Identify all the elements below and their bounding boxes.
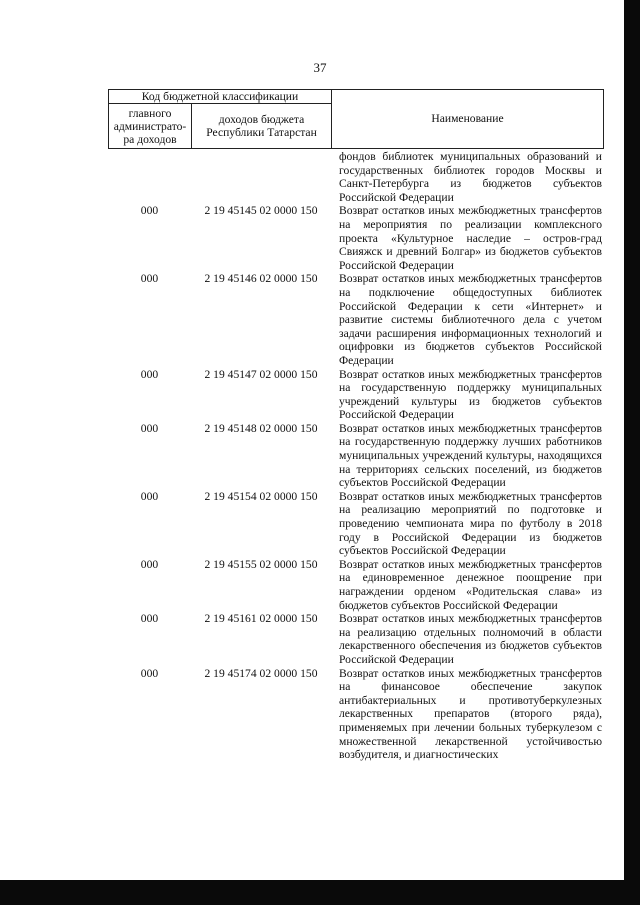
row-income-code: 2 19 45147 02 0000 150 — [204, 367, 318, 381]
row-income-code: 2 19 45145 02 0000 150 — [204, 204, 318, 218]
row-name: Возврат остатков иных межбюджетных трансфертов на реализацию мероприятий по подготовке и проведению чемпионата мира по футболу в 2018 году в Российской Федерации из бюджетов субъектов Российской Федерации — [339, 489, 602, 558]
header-income-code: доходов бюджета Республики Татарстан — [192, 104, 332, 148]
row-admin-code: 000 — [140, 421, 159, 435]
row-income-code: 2 19 45174 02 0000 150 — [204, 666, 318, 680]
row-income-code: 2 19 45148 02 0000 150 — [204, 421, 318, 435]
row-admin-code: 000 — [140, 204, 159, 218]
row-admin-code: 000 — [140, 666, 159, 680]
row-name: Возврат остатков иных межбюджетных трансфертов на мероприятия по реализации комплексного проекта «Культурное наследие – остров-град Свияжск и древний Болгар» из бюджетов субъектов Российской Федерации — [339, 204, 602, 272]
row-admin-code: 000 — [140, 612, 159, 626]
table-header — [108, 89, 604, 149]
row-admin-code: 000 — [140, 557, 159, 571]
row-income-code: 2 19 45155 02 0000 150 — [204, 557, 318, 571]
table-row — [108, 667, 604, 762]
row-income-code: 2 19 45146 02 0000 150 — [204, 272, 318, 286]
row-admin-code: 000 — [140, 489, 159, 503]
row-name: Возврат остатков иных межбюджетных трансфертов на единовременное денежное поощрение при награждении орденом «Родительская слава» из бюджетов субъектов Российской Федерации — [339, 557, 602, 612]
scan-edge-right — [624, 0, 640, 905]
row-name: Возврат остатков иных межбюджетных трансфертов на реализацию отдельных полномочий в области лекарственного обеспечения из бюджетов субъектов Российской Федерации — [339, 612, 602, 666]
budget-classification-table — [108, 89, 604, 762]
page-number: 37 — [313, 60, 327, 75]
table-row — [108, 204, 604, 272]
row-admin-code: 000 — [140, 367, 159, 381]
row-name: Возврат остатков иных межбюджетных трансфертов на государственную поддержку лучших работников муниципальных учреждений культуры, находящихся на территориях сельских поселений, из бюджетов субъектов Российской Федерации — [339, 421, 602, 490]
header-admin-code: главного администрато-ра доходов — [109, 104, 192, 148]
table-row — [108, 612, 604, 666]
table-row — [108, 368, 604, 422]
row-admin-code: 000 — [140, 272, 159, 286]
row-name: Возврат остатков иных межбюджетных трансфертов на финансовое обеспечение закупок антибактериальных и противотуберкулезных лекарственных препаратов (второго ряда), применяемых при лечении больных туберкулезом с множественной лекарственной устойчивостью возбудителя, и диагностических — [339, 666, 602, 762]
row-name: фондов библиотек муниципальных образований и государственных библиотек городов Москвы и Санкт-Петербурга из бюджетов субъектов Российской Федерации — [339, 150, 602, 204]
table-row — [108, 558, 604, 612]
header-group-title: Код бюджетной классификации — [109, 90, 332, 104]
table-row — [108, 490, 604, 558]
row-income-code: 2 19 45154 02 0000 150 — [204, 489, 318, 503]
header-name: Наименование — [431, 112, 504, 126]
table-row — [108, 422, 604, 490]
row-income-code: 2 19 45161 02 0000 150 — [204, 612, 318, 626]
scan-edge-bottom — [0, 880, 640, 905]
table-row-continuation — [108, 149, 604, 204]
row-name: Возврат остатков иных межбюджетных трансфертов на государственную поддержку муниципальных учреждений культуры из бюджетов субъектов Российской Федерации — [339, 367, 602, 422]
table-row — [108, 272, 604, 367]
row-name: Возврат остатков иных межбюджетных трансфертов на подключение общедоступных библиотек Российской Федерации к сети «Интернет» и развитие системы библиотечного дела с учетом задачи расширения информационных технологий и оцифровки из бюджетов субъектов Российской Федерации — [339, 272, 602, 367]
